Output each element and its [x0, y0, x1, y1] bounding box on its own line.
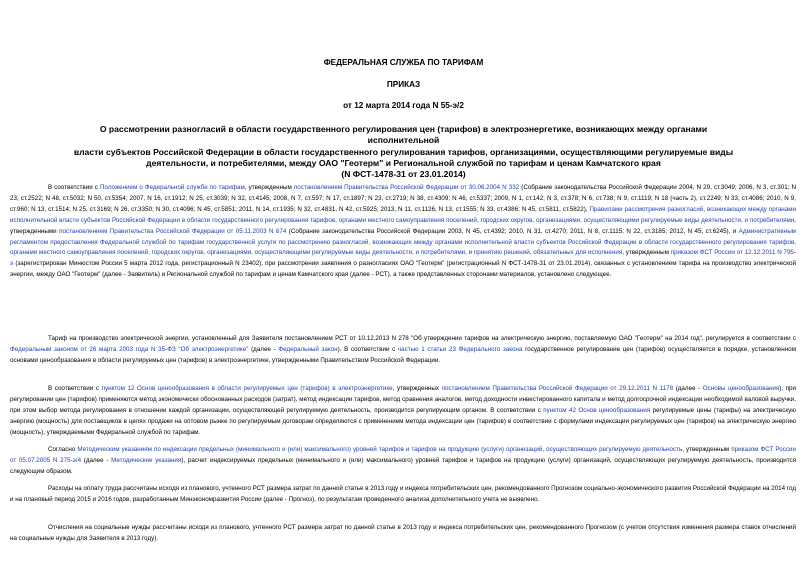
document-type: ПРИКАЗ — [386, 80, 421, 89]
text: Расходы на оплату труда рассчитаны исходя из планового, учтенного РСТ размера затрат по данной статье в 2013 году и индекса потребительских цен, рекомендованного Прогнозом социально-экономического развития Российской Федерации на 2014 год и на плановый период 2015 и 2016 годов, разработанным Минэкономразвития России (далее - Прогноз), по результатам проведенного анализа дополнительного учета не выявлено. — [10, 485, 796, 503]
text: В соответствии с — [48, 184, 100, 191]
link-methodical-short[interactable]: Методические указания — [111, 456, 182, 464]
paragraph-tariff — [10, 334, 796, 367]
link-fst-regulation[interactable]: Положением о Федеральной службе по тарифам — [99, 184, 245, 191]
link-resolution-674[interactable]: постановлением Правительства Российской Федерации от 05.11.2003 N 674 — [59, 227, 287, 235]
title-line: власти субъектов Российской Федерации в области государственного регулирования тарифов, организациями, осуществляющими регулируемые виды — [73, 146, 734, 157]
text: (Собрание законодательства Российской Федерации 2003, N 45, ст.4392; 2010, N 31, ст.4270; 2011, N 8, ст.1115; N 22, ст.3185; 2012, N 45, ст.6245), и — [286, 227, 739, 235]
title-line: деятельности, и потребителями, между ОАО "Геотерм" и Региональной службой по тарифам и ценам Камчатского края — [146, 157, 661, 168]
text: , утвержденным — [682, 446, 732, 453]
paragraph-labor-costs — [10, 484, 796, 506]
title-line: О рассмотрении разногласий в области государственного регулирования цен (тарифов) в электроэнергетике, возникающих между органами исполнительной — [99, 124, 708, 146]
agency-name: ФЕДЕРАЛЬНАЯ СЛУЖБА ПО ТАРИФАМ — [323, 58, 484, 67]
text: Отчисления на социальные нужды рассчитаны исходя из планового, учтенного РСТ размера затрат по данной статье в 2013 году и индекса потребительских цен, рекомендованного Прогнозом (с учетом отсутствия изменения размера ставок отчислений на социальные нужды для Заявителя в 2013 году). — [10, 524, 796, 542]
text: (далее - — [81, 456, 112, 464]
text: (Собрание законодательства Российской Федерации 2004, N 29, ст.3049; 2006, N 3, ст.301; N 23, ст.2522; N 48, ст.5032; N 50, ст.5354; 2007, N 16, ст.1912; N 25, ст.3039; N 32, ст.4145; 2008, N 7, ст.597; N 17, ст.1897; N 23, ст.2719; N 38, ст.4309; N 46, ст.5337; 2009, N 1, ст.142; N 3, ст.378; N 6, ст.738; N 9, ст.1119; N 18 (часть 2), ст.2249; N 33, ст.4086; 2010, N 9, ст.960; N 13, ст.1514; N 25, ст.3169; N 26, ст.3350; N 30, ст.4096; N 45, ст.5851; 2011, N 14, ст.1935; N 32, ст.4831, N 42, ст.5925; 2013, N 11, ст.1126, N 13, ст.1555; N 33, ст.4386; N 45, ст.5811, ст.5822), — [10, 184, 796, 213]
text: В соответствии с — [48, 385, 102, 392]
paragraph-pricing-basics — [10, 384, 796, 439]
paragraph-social-contributions — [10, 523, 796, 545]
text: (далее - — [248, 345, 279, 353]
text: , утвержденным — [244, 184, 294, 191]
link-federal-law[interactable]: Федеральный закон — [278, 345, 338, 353]
text: , утвержденными — [10, 216, 796, 235]
text: , утвержденным — [622, 249, 671, 257]
link-disagreement-rules[interactable]: Правилами рассмотрения разногласий, возникающих между органами исполнительной власти субъектов Российской Федерации в области государственного регулирования тарифов, органами местного самоуправления поселений, городских округов, организациями, осуществляющими регулируемые виды деятельности, и потребителями — [10, 205, 797, 224]
link-resolution-332[interactable]: постановлением Правительства Российской Федерации от 30.06.2004 N 332 — [293, 184, 520, 191]
text: (далее - — [673, 385, 703, 392]
paragraph-legal-basis — [10, 183, 796, 281]
link-pricing-basics[interactable]: Основы ценообразования — [702, 385, 780, 392]
title-line: (N ФСТ-1478-31 от 23.01.2014) — [341, 169, 466, 180]
link-clause-42[interactable]: пунктом 42 Основ ценообразования — [543, 406, 651, 414]
text: Согласно — [48, 446, 78, 453]
text: Тариф на производство электрической энергии, установленный для Заявителя постановлением РСТ от 10.12.2013 N 278 "Об утверждении тарифов на электрическую энергию, поставляемую ОАО "Геотерм" на 2014 год", регулируется в соответствии с — [48, 335, 796, 342]
link-order-275[interactable]: приказом ФСТ России от 05.07.2005 N 275-э/4 — [10, 446, 796, 464]
link-methodical-instructions[interactable]: Методическим указаниям по индексации предельных (минимального и (или) максимального) уровней тарифов и тарифов на продукцию (услуги) организаций, осуществляющих регулируемую деятельность — [77, 446, 683, 453]
link-article-23[interactable]: частью 1 статьи 23 Федерального закона — [397, 345, 523, 353]
link-federal-law-35[interactable]: Федеральным законом от 26 марта 2003 года N 35-ФЗ "Об электроэнергетике" — [10, 345, 249, 353]
link-clause-12[interactable]: пунктом 12 Основ ценообразования в области регулируемых цен (тарифов) в электроэнергетике — [101, 385, 393, 392]
text: государственное регулирование цен (тарифов) осуществляется в порядке, установленном основами ценообразования в области регулируемых цен (тарифов) в электроэнергетике, утвержденными Правительством Российской Федерации. — [10, 345, 796, 364]
document-title — [70, 124, 737, 180]
text: ), расчет индексируемых предельных (минимального и (или) максимального) уровней тарифов и тарифов на продукцию (услуги) организаций, осуществляющих регулируемую деятельность, производится следующим образом. — [10, 456, 796, 475]
text: (зарегистрирован Минюстом России 5 марта 2012 года, регистрационный N 23402), при рассмотрении заявления о разногласиях ОАО "Геотерм" (регистрационный N ФСТ-1478-31 от 23.01.2014), связанных с установлением тарифа на производство электрической энергии, между ОАО "Геотерм" (далее - Заявитель) и Региональной службой по тарифам и ценам Камчатского края (далее - РСТ), а также представленных сторонами материалов, установлено следующее. — [10, 260, 796, 279]
text: ). В соответствии с — [337, 345, 398, 353]
text: регулируемые цены (тарифы) на электрическую энергию (мощность) для поставщиков в целях продажи на оптовом рынке по регулируемым договорам определяются с применением метода индексации цен (тарифов) в соответствии с формулами индексации регулируемых цен (тарифов) на электрическую энергию (мощность), утверждаемыми Федеральной службой по тарифам. — [10, 406, 796, 436]
text: ), при регулировании цен (тарифов) применяются метод экономически обоснованных расходов (затрат), метод индексации тарифов, метод сравнения аналогов, метод доходности инвестированного капитала и метод долгосрочной индексации необходимой валовой выручки, при этом выбор метода регулирования в отношении каждой организации, осуществляющей регулируемую деятельность, производится регулирующим органом. В соответствии с — [10, 385, 797, 414]
link-resolution-1178[interactable]: постановлением Правительства Российской Федерации от 29.12.2011 N 1178 — [441, 385, 674, 392]
link-admin-regulation[interactable]: Административным регламентом предоставления Федеральной службой по тарифам государственной услуги по рассмотрению разногласий, возникающих между органами исполнительной власти субъектов Российской Федерации в области государственного регулирования тарифов, органами местного самоуправления поселений, городских округов, организациями, осуществляющими регулируемые виды деятельности, и потребителями, и принятию решений, обязательных для исполнения — [10, 227, 796, 257]
document-date-number: от 12 марта 2014 года N 55-э/2 — [343, 101, 464, 110]
text: , утвержденных — [392, 385, 442, 392]
paragraph-methodology — [10, 445, 796, 478]
link-order-795[interactable]: приказом ФСТ России от 12.12.2011 N 795-э — [10, 249, 796, 268]
